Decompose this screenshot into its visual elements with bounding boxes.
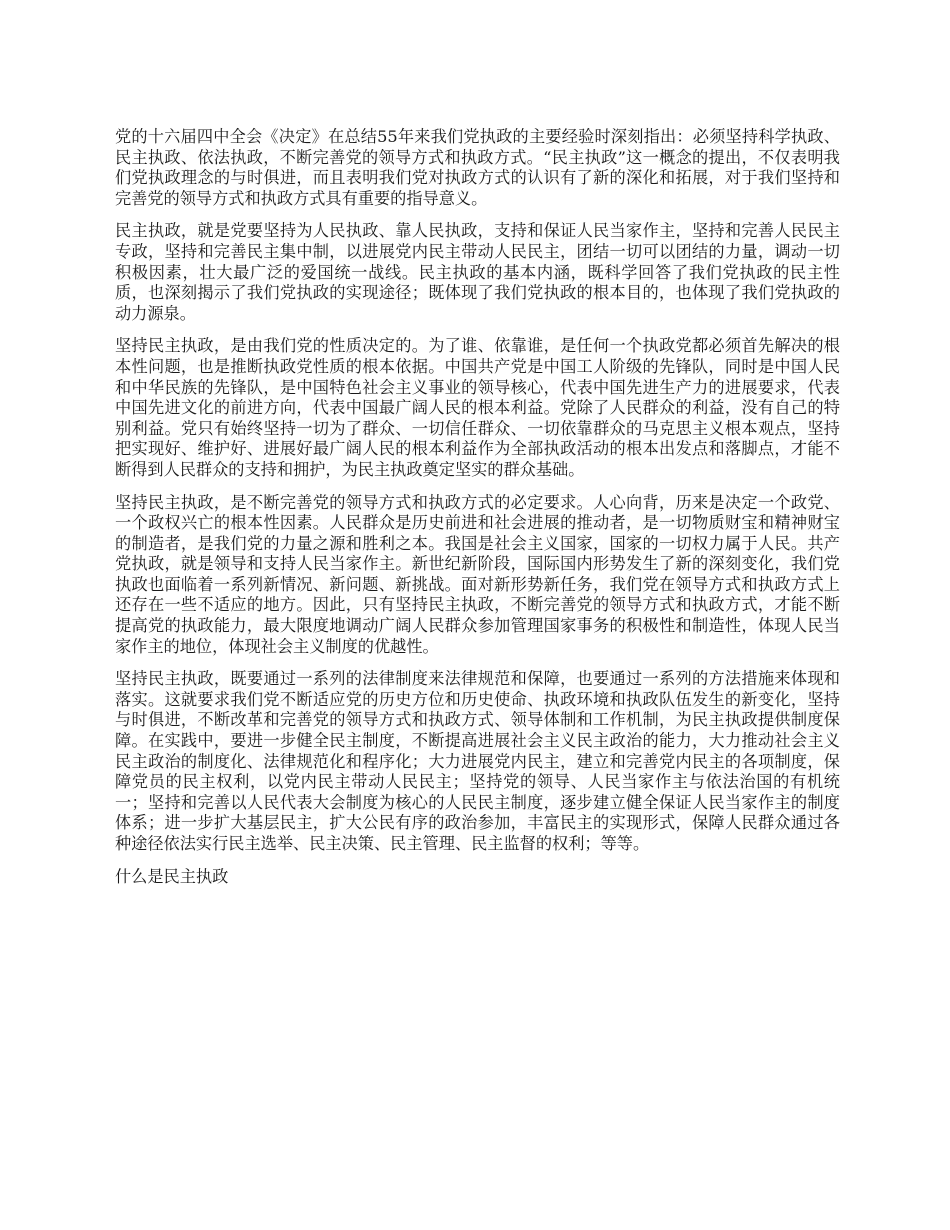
paragraph-implementation: 坚持民主执政，既要通过一系列的法律制度来法律规范和保障，也要通过一系列的方法措施来体现和落实。这就要求我们党不断适应党的历史方位和历史使命、执政环境和执政队伍发生的新变化，坚持与时俱进，不断改革和完善党的领导方式和执政方式、领导体制和工作机制，为民主执政提供制度保障。在实践中，要进一步健全民主制度，不断提高进展社会主义民主政治的能力，大力推动社会主义民主政治的制度化、法律规范化和程序化；大力进展党内民主，建立和完善党内民主的各项制度，保障党员的民主权利，以党内民主带动人民民主；坚持党的领导、人民当家作主与依法治国的有机统一；坚持和完善以人民代表大会制度为核心的人民民主制度，逐步建立健全保证人民当家作主的制度体系；进一步扩大基层民主，扩大公民有序的政治参加，丰富民主的实现形式，保障人民群众通过各种途径依法实行民主选举、民主决策、民主管理、民主监督的权利；等等。 — [115, 669, 840, 853]
document-body — [115, 127, 840, 887]
closing-heading: 什么是民主执政 — [115, 866, 229, 886]
paragraph-intro: 党的十六届四中全会《决定》在总结55年来我们党执政的主要经验时深刻指出：必须坚持科学执政、民主执政、依法执政，不断完善党的领导方式和执政方式。“民主执政”这一概念的提出，不仅表明我们党执政理念的与时俱进，而且表明我们党对执政方式的认识有了新的深化和拓展，对于我们坚持和完善党的领导方式和执政方式具有重要的指导意义。 — [115, 127, 840, 208]
paragraph-requirement: 坚持民主执政，是不断完善党的领导方式和执政方式的必定要求。人心向背，历来是决定一个政党、一个政权兴亡的根本性因素。人民群众是历史前进和社会进展的推动者，是一切物质财宝和精神财宝的制造者，是我们党的力量之源和胜利之本。我国是社会主义国家，国家的一切权力属于人民。共产党执政，就是领导和支持人民当家作主。新世纪新阶段，国际国内形势发生了新的深刻变化，我们党执政也面临着一系列新情况、新问题、新挑战。面对新形势新任务，我们党在领导方式和执政方式上还存在一些不适应的地方。因此，只有坚持民主执政，不断完善党的领导方式和执政方式，才能不断提高党的执政能力，最大限度地调动广阔人民群众参加管理国家事务的积极性和制造性，体现人民当家作主的地位，体现社会主义制度的优越性。 — [115, 492, 840, 656]
paragraph-nature: 坚持民主执政，是由我们党的性质决定的。为了谁、依靠谁，是任何一个执政党都必须首先解决的根本性问题，也是推断执政党性质的根本依据。中国共产党是中国工人阶级的先锋队，同时是中国人民和中华民族的先锋队，是中国特色社会主义事业的领导核心，代表中国先进生产力的进展要求，代表中国先进文化的前进方向，代表中国最广阔人民的根本利益。党除了人民群众的利益，没有自己的特别利益。党只有始终坚持一切为了群众、一切信任群众、一切依靠群众的马克思主义根本观点，坚持把实现好、维护好、进展好最广阔人民的根本利益作为全部执政活动的根本出发点和落脚点，才能不断得到人民群众的支持和拥护，为民主执政奠定坚实的群众基础。 — [115, 336, 840, 479]
paragraph-definition: 民主执政，就是党要坚持为人民执政、靠人民执政，支持和保证人民当家作主，坚持和完善人民民主专政，坚持和完善民主集中制，以进展党内民主带动人民民主，团结一切可以团结的力量，调动一切积极因素，壮大最广泛的爱国统一战线。民主执政的基本内涵，既科学回答了我们党执政的民主性质，也深刻揭示了我们党执政的实现途径；既体现了我们党执政的根本目的，也体现了我们党执政的动力源泉。 — [115, 221, 840, 323]
